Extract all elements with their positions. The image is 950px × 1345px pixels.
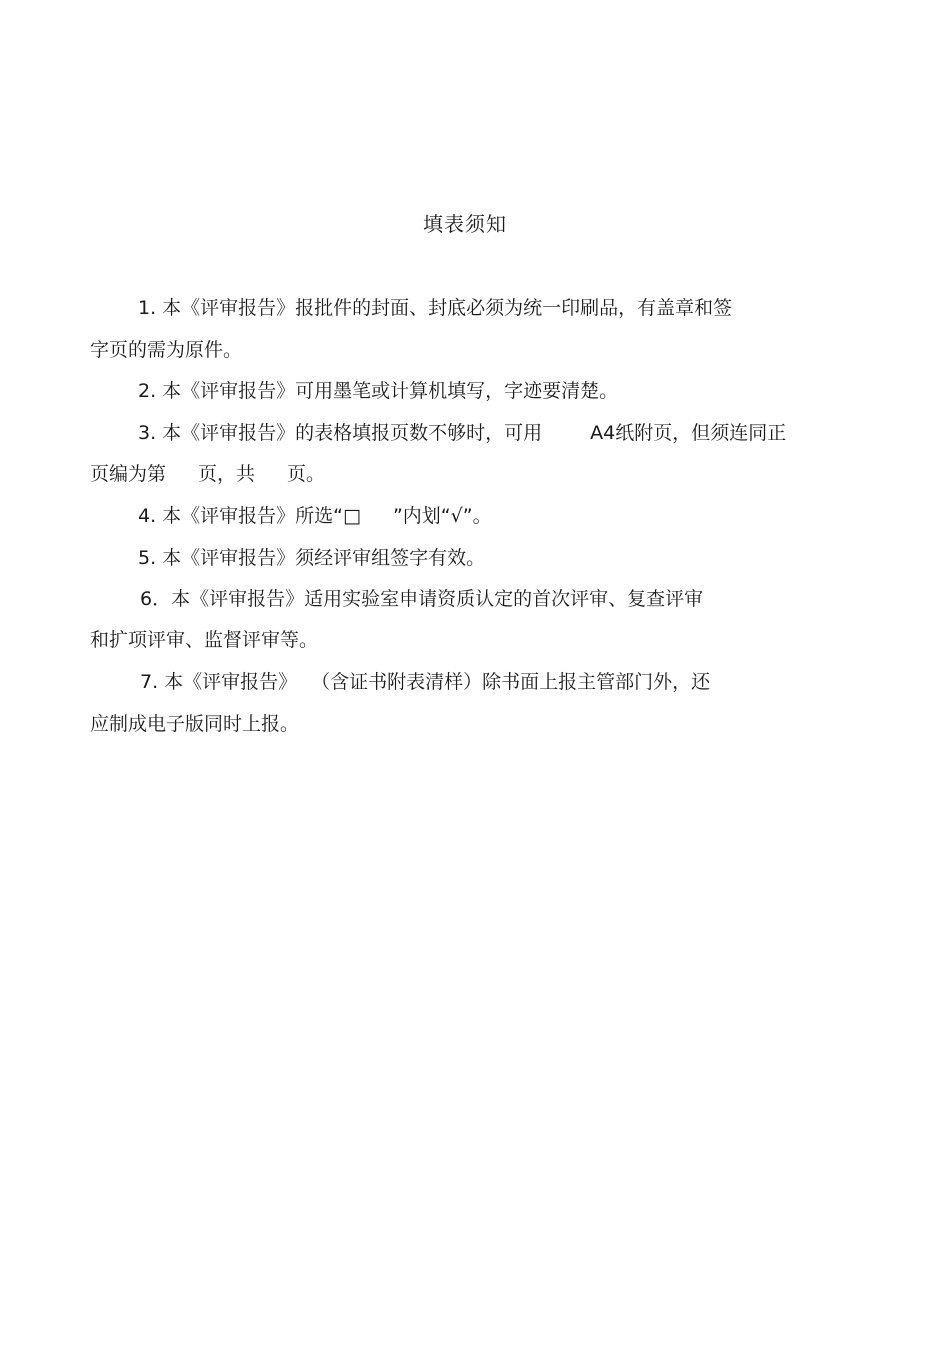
- page-title: 填表须知: [423, 212, 507, 236]
- notice-item-3-line-1: [138, 419, 786, 447]
- notice-item-4-text-a: 4. 本《评审报告》所选“□: [138, 505, 361, 527]
- notice-item-1-line-1: 1. 本《评审报告》报批件的封面、封底必须为统一印刷品，有盖章和签: [138, 297, 733, 319]
- notice-item-4-text-b: ”内划“√”。: [392, 505, 492, 527]
- notice-item-7-line-1: [140, 668, 710, 696]
- notice-item-6-line-2: 和扩项评审、监督评审等。: [90, 629, 319, 651]
- notice-item-7-text-a: 7. 本《评审报告》: [140, 671, 298, 693]
- notice-item-5-line-1: 5. 本《评审报告》须经评审组签字有效。: [138, 547, 486, 569]
- notice-item-3-line-2: [90, 460, 325, 488]
- notice-item-1-line-2: 字页的需为原件。: [90, 339, 243, 361]
- notice-item-7-line-2: 应制成电子版同时上报。: [90, 713, 300, 735]
- notice-item-3-page-label: 页编为第: [90, 463, 167, 485]
- notice-item-3-text-b: A4纸附页，但须连同正: [590, 422, 787, 444]
- notice-item-2-line-1: 2. 本《评审报告》可用墨笔或计算机填写，字迹要清楚。: [138, 380, 619, 402]
- notice-item-7-text-b: （含证书附表清样）除书面上报主管部门外，还: [311, 671, 711, 693]
- notice-item-3-text-a: 3. 本《评审报告》的表格填报页数不够时，可用: [138, 422, 543, 444]
- notice-item-6-line-1: 6．本《评审报告》适用实验室申请资质认定的首次评审、复查评审: [140, 588, 704, 610]
- notice-item-3-page-end: 页。: [287, 463, 326, 485]
- notice-item-3-total-label: 页，共: [198, 463, 256, 485]
- notice-item-4-line-1: [138, 502, 492, 530]
